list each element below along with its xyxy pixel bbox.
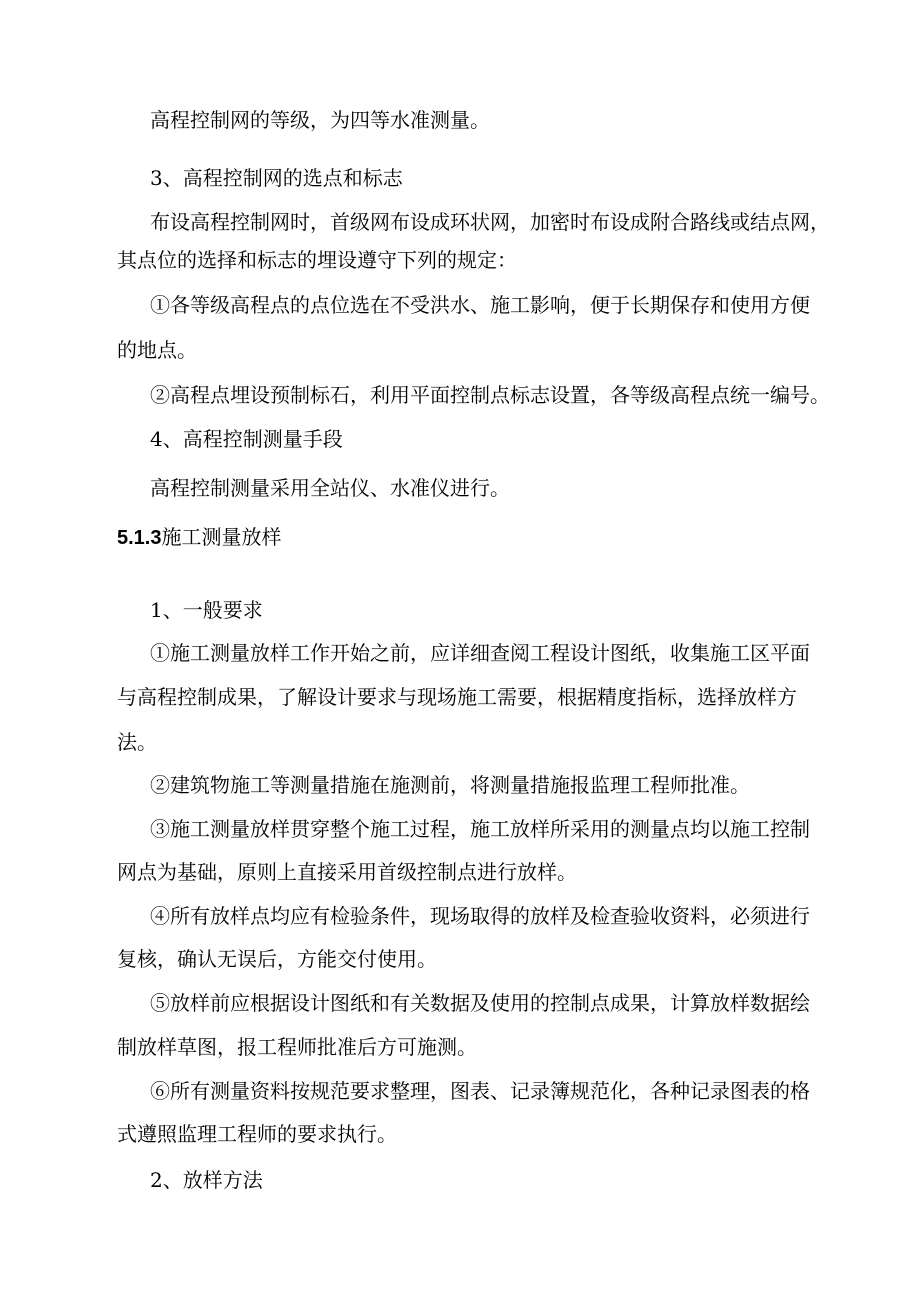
list-item-line: ⑤放样前应根据设计图纸和有关数据及使用的控制点成果，计算放样数据绘: [150, 991, 810, 1015]
list-item-line: ①施工测量放样工作开始之前，应详细查阅工程设计图纸，收集施工区平面: [150, 641, 810, 665]
paragraph-line: 高程控制测量采用全站仪、水准仪进行。: [150, 476, 510, 500]
section-number: 5.1.3: [117, 527, 162, 549]
list-item-line: 法。: [117, 730, 157, 754]
list-item-line: 与高程控制成果，了解设计要求与现场施工需要，根据精度指标，选择放样方: [117, 685, 797, 709]
list-item-line: 式遵照监理工程师的要求执行。: [117, 1122, 397, 1146]
list-item-line: ①各等级高程点的点位选在不受洪水、施工影响，便于长期保存和使用方便: [150, 293, 810, 317]
list-item-line: ③施工测量放样贯穿整个施工过程，施工放样所采用的测量点均以施工控制: [150, 817, 810, 841]
subsection-title: 2、放样方法: [150, 1168, 263, 1192]
section-title: 施工测量放样: [161, 525, 282, 549]
list-item-line: 网点为基础，原则上直接采用首级控制点进行放样。: [117, 860, 577, 884]
list-item-line: ⑥所有测量资料按规范要求整理，图表、记录簿规范化，各种记录图表的格: [150, 1079, 810, 1103]
paragraph-line: 高程控制网的等级，为四等水准测量。: [150, 108, 490, 132]
paragraph-line: 布设高程控制网时，首级网布设成环状网，加密时布设成附合路线或结点网，: [150, 210, 830, 234]
subsection-title: 3、高程控制网的选点和标志: [150, 166, 403, 190]
list-item-line: 复核，确认无误后，方能交付使用。: [117, 947, 437, 971]
list-item-line: 的地点。: [117, 338, 197, 362]
section-heading: [117, 524, 281, 551]
list-item-line: ②高程点埋设预制标石，利用平面控制点标志设置，各等级高程点统一编号。: [150, 383, 830, 407]
subsection-title: 4、高程控制测量手段: [150, 427, 343, 451]
paragraph-line: 其点位的选择和标志的埋设遵守下列的规定：: [117, 248, 517, 272]
list-item-line: 制放样草图，报工程师批准后方可施测。: [117, 1035, 477, 1059]
subsection-title: 1、一般要求: [150, 598, 263, 622]
list-item-line: ④所有放样点均应有检验条件，现场取得的放样及检查验收资料，必须进行: [150, 904, 810, 928]
list-item-line: ②建筑物施工等测量措施在施测前，将测量措施报监理工程师批准。: [150, 773, 750, 797]
